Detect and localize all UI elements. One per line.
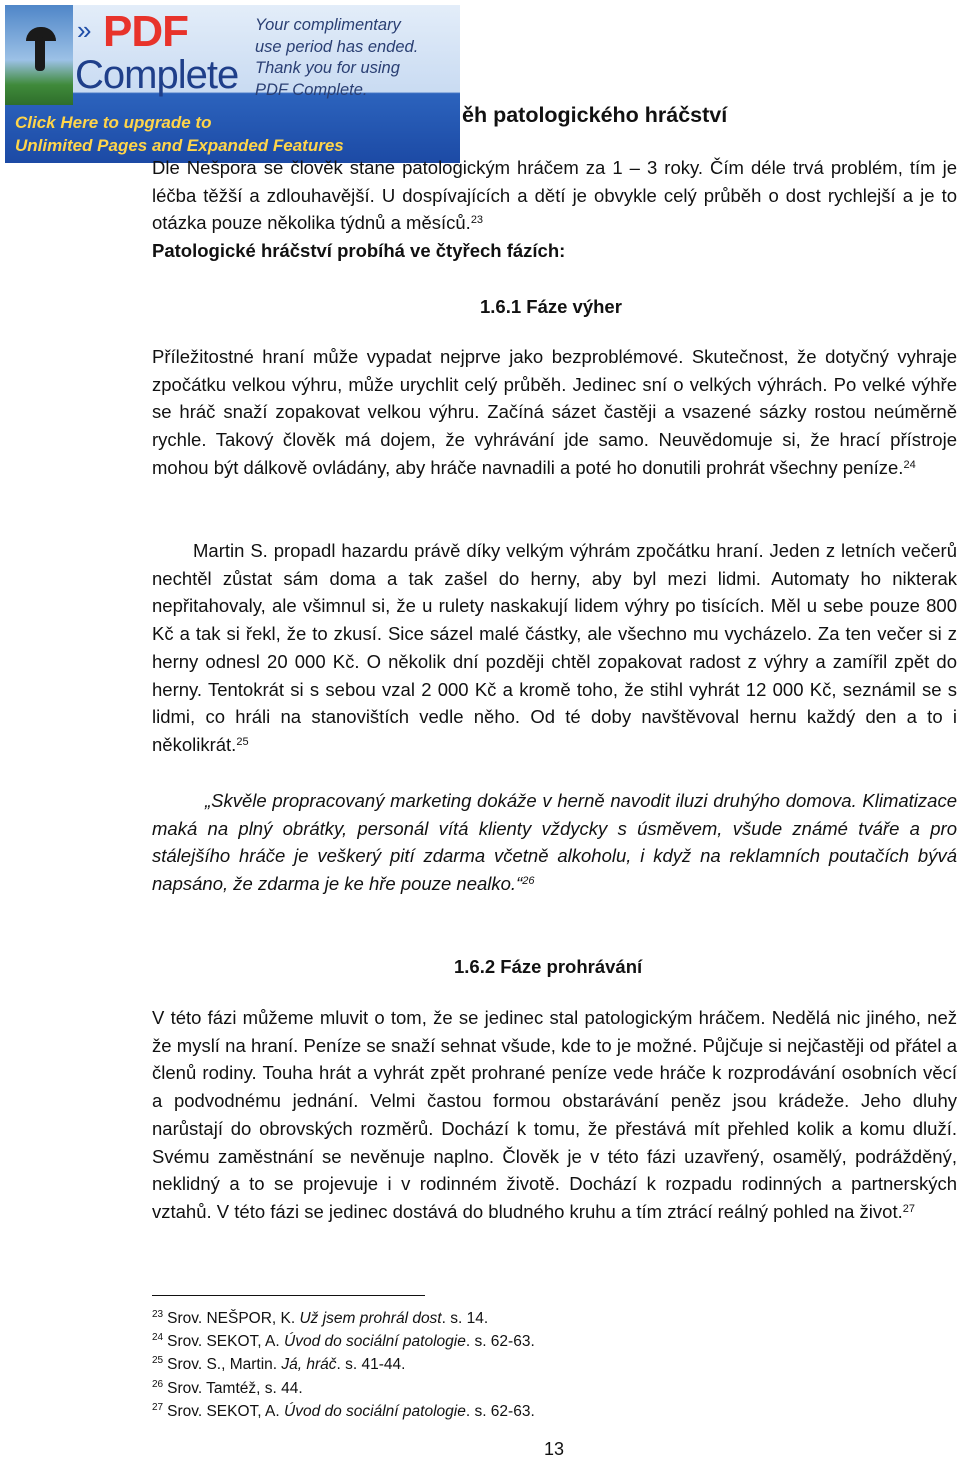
logo-arrow-icon: » [77,15,92,45]
pdf-complete-banner[interactable] [5,5,460,163]
section2-paragraph: V této fázi můžeme mluvit o tom, že se jedinec stal patologickým hráčem. Nedělá nic jiného, než že myslí na hraní. Peníze se snaží sehnat všude, kde to je možné. Půjčuje si nejčastěji od přátel a členů rodiny. Touha hrát a vyhrát zpět prohrané peníze vede hráče k rozprodávání osobních věcí a podvodnému jednání. Velmi častou formou obstarávání peněz jsou krádeže. Jeho dluhy narůstají do obrovských rozměrů. Dochází k tomu, že přestává mít přehled kolik a komu dluží. Svému zaměstnání se nevěnuje naplno. Člověk je v této fázi uzavřený, osamělý, podrážděný, neklidný a to se projevuje i v rodinném životě. Dochází k rozpadu rodinných a partnerských vztahů. V této fázi se jedinec dostává do bludného kruhu a tím ztrácí reálný pohled na život.$^{27}$ [152,1007,957,1222]
footnote-ref: 24 [903,458,916,471]
trial-notice-line: use period has ended. [255,37,419,56]
footnote-ref: 27 [902,1202,915,1215]
section-heading: 1.6.2 Fáze prohrávání [454,956,643,977]
person-figure [35,37,45,71]
footnote-ref: 25 [236,735,249,748]
footnote: $^{24}$ Srov. SEKOT, A. Úvod do sociální patologie. s. 62-63. [152,1332,535,1351]
footnote: $^{23}$ Srov. NEŠPOR, K. Už jsem prohrál dost. s. 14. [152,1309,489,1327]
upgrade-link-line[interactable]: Unlimited Pages and Expanded Features [15,136,344,155]
chapter-title: ěh patologického hráčství [462,103,728,127]
upgrade-link-line[interactable]: Click Here to upgrade to [15,113,212,132]
phases-intro: Patologické hráčství probíhá ve čtyřech fázích: [152,240,566,261]
footnote: $^{25}$ Srov. S., Martin. Já, hráč. s. 41-44. [152,1355,406,1374]
footnote: $^{26}$ Srov. Tamtéž, s. 44. [152,1378,303,1397]
brand-pdf: PDF [103,7,188,56]
footnotes [152,1307,852,1423]
trial-notice-line: PDF Complete. [255,80,368,99]
section-heading: 1.6.1 Fáze výher [480,296,622,317]
section1-quote: „Skvěle propracovaný marketing dokáže v herně navodit iluzi druhýho domova. Klimatizace maká na plný obrátky, personál vítá klienty vždycky s úsměvem, všude známé tváře a pro stálejšího hráče je veškerý pití zdarma včetně alkoholu, i když na reklamních poutačích bývá napsáno, že zdarma je ke hře pouze nealko.“$^{26}$ [152,790,957,895]
footnote: $^{27}$ Srov. SEKOT, A. Úvod do sociální patologie. s. 62-63. [152,1401,535,1420]
trial-notice [255,15,455,101]
section1-paragraph-2: Martin S. propadl hazardu právě díky velkým výhrám zpočátku hraní. Jeden z letních večerů nechtěl zůstat sám doma a tak zašel do herny, aby byl mezi lidmi. Automaty ho nikterak nepřitahovaly, ale všimnul si, že u rulety naskakují lidem výhry po tisících. Měl u sebe pouze 800 Kč a tak si řekl, že to zkusí. Sice sázel malé částky, ale všechno mu vycházelo. Za ten večer si z herny odnesl 20 000 Kč. O několik dní později chtěl zopakovat radost z výhry a zamířil zpět do herny. Tentokrát si s sebou vzal 2 000 Kč a kromě toho, že stihl vyhrát 12 000 Kč, seznámil se s lidmi, co hráli na stanovištích vedle něho. Od té doby navštěvoval hernu každý den a to i několikrát.$^{25}$ [152,540,957,755]
brand-complete: Complete [75,53,239,97]
umbrella-man-image [5,5,73,105]
section1-paragraph-1: Příležitostné hraní může vypadat nejprve jako bezproblémové. Skutečnost, že dotyčný vyhraje zpočátku velkou výhru, může urychlit celý průběh. Jedinec sní o velkých výhrách. Po velké výhře se hráč snaží zopakovat velkou výhru. Začíná sázet častěji a vsazené sázky rostou neúměrně rychle. Takový člověk má dojem, že vyhrávání jde samo. Neuvědomuje si, že hrací přístroje mohou být dálkově ovládány, aby hráče navnadili a poté ho donutili prohrát všechny peníze.$^{24}$ [152,346,957,478]
footnote-divider [152,1295,425,1296]
trial-notice-line: Your complimentary [255,16,401,34]
footnote-ref: 23 [470,214,484,227]
intro-block [152,154,957,237]
footnote-ref: 26 [522,875,535,888]
trial-notice-line: Thank you for using [255,59,400,77]
page-number: 13 [543,1439,565,1459]
intro-paragraph: Dle Nešpora se člověk stane patologickým hráčem za 1 – 3 roky. Čím déle trvá problém, tím je léčba těžší a zdlouhavější. U dospívajících a dětí je obvykle celý průběh o dost rychlejší a je to otázka pouze několika týdnů a měsíců.$^{23}$ [152,157,957,234]
upgrade-link[interactable] [15,111,455,157]
